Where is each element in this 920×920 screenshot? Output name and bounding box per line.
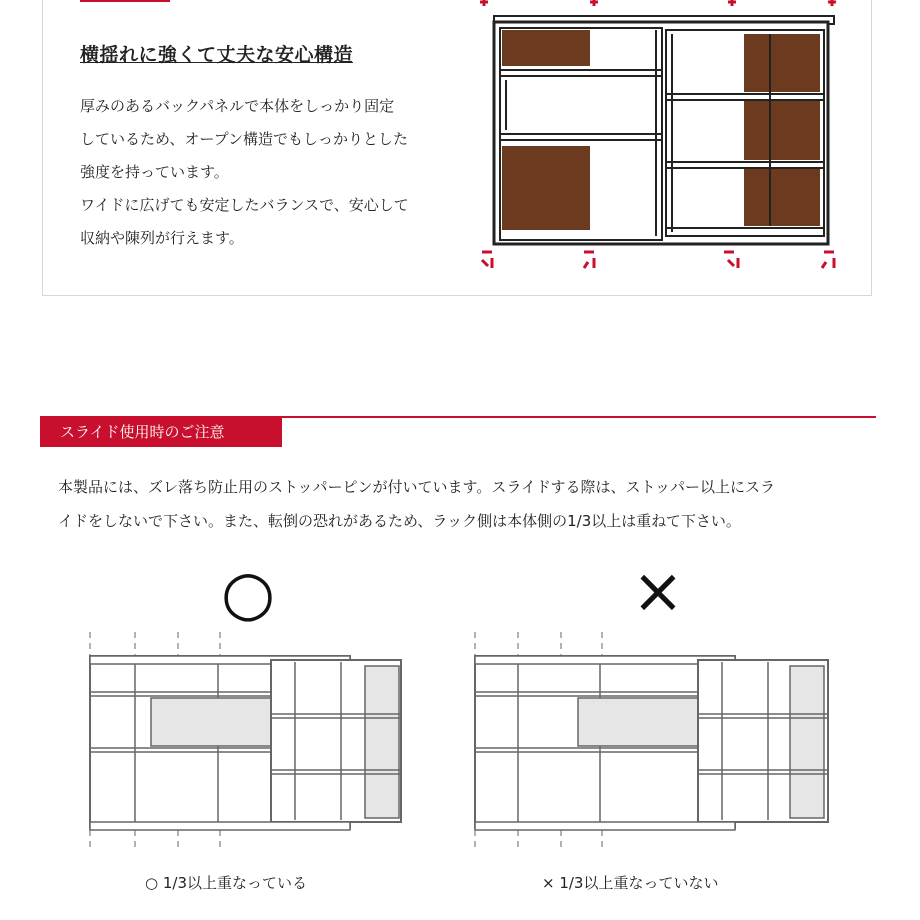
stress-marks-bottom: [482, 252, 834, 268]
notice-line: イドをしないで下さい。また、転倒の恐れがあるため、ラック側は本体側の1/3以上は重ねて下さい。: [58, 512, 741, 530]
back-panel: [744, 34, 820, 92]
paragraph-line: 厚みのあるバックパネルで本体をしっかり固定: [80, 97, 395, 115]
good-caption: ○ 1/3以上重なっている: [145, 874, 307, 892]
cabinet-structure-illustration: [470, 0, 850, 280]
back-panel: [502, 146, 590, 230]
good-symbol: ○: [220, 556, 276, 629]
bad-symbol: ×: [632, 554, 684, 627]
back-panel: [744, 168, 820, 226]
panel-top-accent: [80, 0, 170, 2]
overlap-area: [151, 698, 271, 746]
overlap-area: [578, 698, 700, 746]
notice-line: 本製品には、ズレ落ち防止用のストッパーピンが付いています。スライドする際は、ストッパー以上にスラ: [58, 478, 776, 496]
back-panel: [744, 100, 820, 160]
bad-caption: × 1/3以上重なっていない: [542, 874, 719, 892]
structure-heading: 横揺れに強くて丈夫な安心構造: [80, 44, 354, 66]
good-overlap-diagram: [85, 632, 407, 854]
structure-paragraph: [80, 90, 460, 255]
stress-marks-top: [480, 0, 836, 6]
section-tab-slide-notice: スライド使用時のご注意: [40, 417, 282, 447]
paragraph-line: ワイドに広げても安定したバランスで、安心して: [80, 196, 409, 214]
paragraph-line: しているため、オープン構造でもしっかりとした: [80, 130, 409, 148]
paragraph-line: 強度を持っています。: [80, 163, 229, 181]
back-panel: [502, 30, 590, 66]
paragraph-line: 収納や陳列が行えます。: [80, 229, 244, 247]
slide-notice-text: [58, 470, 878, 538]
bad-overlap-diagram: [470, 632, 832, 854]
